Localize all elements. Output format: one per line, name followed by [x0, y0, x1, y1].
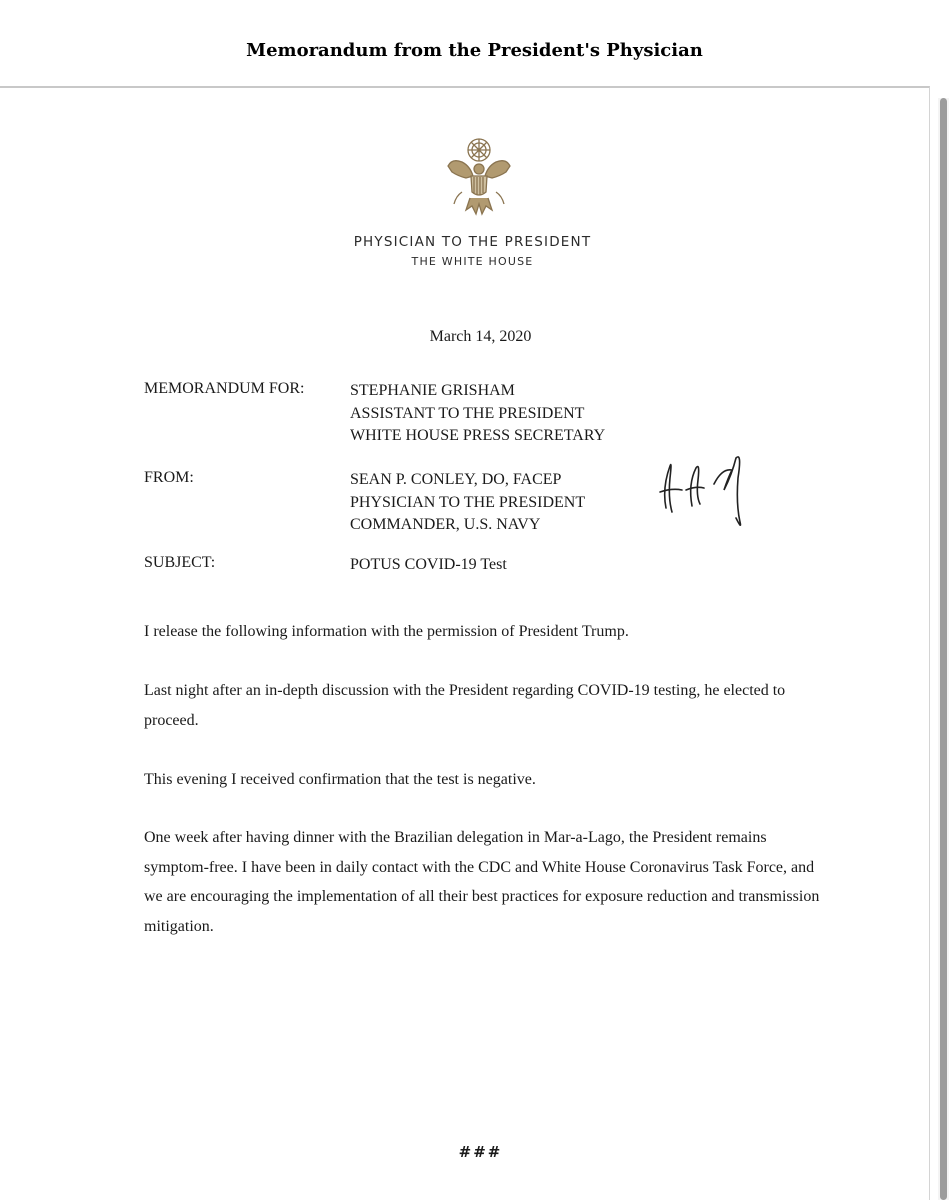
end-mark: ###: [458, 1143, 503, 1161]
office-name: PHYSICIAN TO THE PRESIDENT: [353, 234, 592, 250]
office-subtitle: THE WHITE HOUSE: [411, 255, 534, 268]
to-recipient: [350, 380, 605, 448]
body-paragraph: I release the following information with the permission of President Trump.: [144, 623, 629, 640]
to-line: WHITE HOUSE PRESS SECRETARY: [350, 427, 606, 444]
body-paragraph: One week after having dinner with the Brazilian delegation in Mar-a-Lago, the President remains symptom-free. I have been in daily contact with the CDC and White House Coronavirus Task Force, and we are encouraging the implementation of all their best practices for exposure reduction and transmission mitigation.: [144, 829, 820, 935]
subject-value: POTUS COVID-19 Test: [350, 556, 507, 573]
to-label: MEMORANDUM FOR:: [144, 380, 305, 397]
to-line: ASSISTANT TO THE PRESIDENT: [350, 404, 585, 422]
to-line: STEPHANIE GRISHAM: [350, 382, 515, 399]
page-title: Memorandum from the President's Physician: [246, 40, 703, 61]
handwritten-signature-icon: [652, 448, 762, 528]
from-line: COMMANDER, U.S. NAVY: [350, 516, 541, 533]
subject-label: SUBJECT:: [144, 554, 216, 571]
from-line: PHYSICIAN TO THE PRESIDENT: [350, 493, 586, 511]
from-sender: [350, 469, 585, 537]
presidential-seal-icon: [442, 136, 516, 218]
memo-date: March 14, 2020: [429, 328, 532, 345]
from-line: SEAN P. CONLEY, DO, FACEP: [350, 471, 562, 488]
from-label: FROM:: [144, 469, 194, 486]
body-paragraph: Last night after an in-depth discussion with the President regarding COVID-19 testing, he elected to proceed.: [144, 682, 786, 729]
body-paragraph: This evening I received confirmation that the test is negative.: [144, 771, 536, 788]
